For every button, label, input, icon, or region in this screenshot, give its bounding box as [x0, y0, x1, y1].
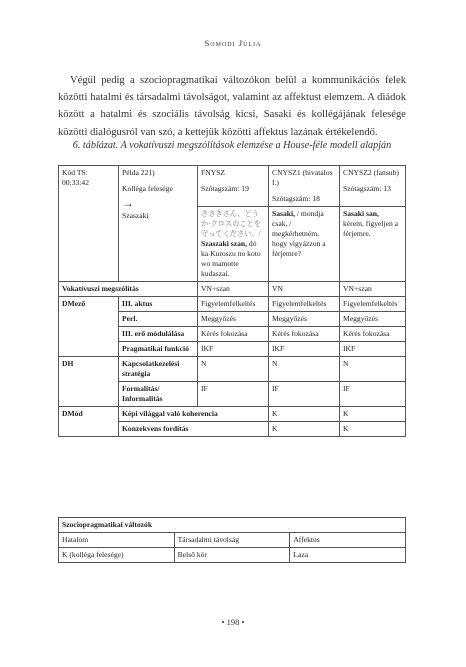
- table-header-row: [59, 533, 406, 548]
- fnysz-syllable-count: Szótagszám: 19: [201, 184, 249, 193]
- speaker-label: Kolléga felesége: [122, 184, 173, 193]
- cnysz1-syllable-count: Szótagszám: 18: [272, 194, 320, 203]
- row-label: Formalitás/ Informalitás: [119, 382, 198, 407]
- cell-cnysz1: VN: [269, 282, 340, 297]
- group-label-dh: DH: [59, 357, 119, 407]
- sociopragmatic-title: Szociopragmatikai változók: [59, 518, 406, 533]
- table-row: [59, 282, 406, 297]
- cnysz2-syllable-count: Szótagszám: 13: [343, 184, 391, 193]
- header-social-distance: Társadalmi távolság: [174, 533, 290, 548]
- row-label: III. aktus: [119, 297, 198, 312]
- paragraph-text: Végül pedig a szociopragmatikai változókon belül a kommunikációs felek közötti hatalmi és társadalmi távolságot, valamint az affektust elemzem. A diádok között a hatalmi és szociális távolság kicsi, Sasaki és kollégájának felesége közötti dialógusról van szó, a kettejük közötti affektus lazának értékelendő.: [58, 75, 406, 138]
- value-power: K (kolléga felesége): [59, 548, 175, 563]
- cell-fnysz: N: [198, 357, 269, 382]
- fnysz-text-cell: [198, 207, 269, 282]
- cell-cnysz2: VN+szan: [340, 282, 406, 297]
- page-number: • 198 •: [221, 617, 245, 627]
- cell-cnysz1: Kérés fokozása: [269, 327, 340, 342]
- cnysz2-text-cell: [340, 207, 406, 282]
- fnysz-japanese: ささきさん、どうか·クロスのことを守ってください。/: [201, 210, 261, 238]
- fnysz-rest: dó ka Kuroszu no koto wo mamotte kudaszai.: [201, 239, 261, 278]
- cell-cnysz2: Meggyőzés: [340, 312, 406, 327]
- row-label: Konzekvens fordítás: [119, 422, 269, 437]
- row-label: Pragmatikai funkció: [119, 342, 198, 357]
- cnysz1-vocative: Sasaki,: [272, 209, 296, 218]
- value-social-distance: Belső kör: [174, 548, 290, 563]
- cnysz1-text-cell: [269, 207, 340, 282]
- sociopragmatic-table: [58, 517, 406, 563]
- body-paragraph: [58, 72, 406, 141]
- running-header: Somodi Júlia: [204, 38, 262, 48]
- cell-cnysz2: IF: [340, 382, 406, 407]
- group-label-dmezo: DMező: [59, 297, 119, 357]
- row-label: Kapcsolatkezelési stratégia: [119, 357, 198, 382]
- fnysz-vocative: Szaszaki szan,: [201, 239, 247, 248]
- addressee-label: Szaszaki: [122, 211, 149, 220]
- cell-cnysz2: K: [340, 407, 406, 422]
- arrow-icon: →: [122, 196, 134, 210]
- row-label: Képi világgal való koherencia: [119, 407, 269, 422]
- cnysz2-vocative: Sasaki san,: [343, 209, 379, 218]
- table-row: [59, 297, 406, 312]
- table-caption: 6. táblázat. A vokatívuszi megszólítások elemzése a House-féle modell alapján: [72, 140, 392, 151]
- cnysz2-rest: kérem, figyeljen a férjemre.: [343, 219, 399, 238]
- cell-cnysz1: N: [269, 357, 340, 382]
- cell-cnysz1: Meggyőzés: [269, 312, 340, 327]
- vocative-analysis-table: [58, 165, 406, 437]
- table-row: [59, 407, 406, 422]
- table-header-row: [59, 166, 406, 207]
- cell-cnysz2: Kérés fokozása: [340, 327, 406, 342]
- example-cell: [119, 166, 198, 282]
- cell-fnysz: Meggyőzés: [198, 312, 269, 327]
- cell-fnysz: VN+szan: [198, 282, 269, 297]
- table-row: [59, 548, 406, 563]
- table-row: [59, 357, 406, 382]
- row-label: Perl.: [119, 312, 198, 327]
- cell-cnysz2: K: [340, 422, 406, 437]
- cell-fnysz: Kérés fokozása: [198, 327, 269, 342]
- cell-cnysz2: Figyelemfelkeltés: [340, 297, 406, 312]
- cnysz2-header-cell: [340, 166, 406, 207]
- cell-fnysz: IF: [198, 382, 269, 407]
- example-label: Példa 221): [122, 168, 155, 177]
- cell-cnysz1: K: [269, 407, 340, 422]
- cell-cnysz2: IKF: [340, 342, 406, 357]
- header-affect: Affektus: [290, 533, 406, 548]
- table-title-row: [59, 518, 406, 533]
- group-label-dmod: DMód: [59, 407, 119, 437]
- cell-cnysz2: N: [340, 357, 406, 382]
- cnysz2-label: CNYSZ2 (fansub): [343, 168, 399, 177]
- cell-cnysz1: Figyelemfelkeltés: [269, 297, 340, 312]
- cell-cnysz1: IKF: [269, 342, 340, 357]
- cnysz1-header-cell: [269, 166, 340, 207]
- cnysz1-label: CNYSZ1 (hivatalos f.): [272, 168, 333, 187]
- cnysz1-rest: / mondja csak, / megkérhetném, hogy vigyázzon a férjemre?: [272, 209, 326, 258]
- cell-fnysz: IKF: [198, 342, 269, 357]
- row-label: Vokatívuszi megszólítás: [59, 282, 198, 297]
- cell-cnysz1: K: [269, 422, 340, 437]
- timecode-cell: [59, 166, 119, 282]
- fnysz-label: FNYSZ: [201, 168, 226, 177]
- cell-fnysz: Figyelemfelkeltés: [198, 297, 269, 312]
- row-label: III. erő módulálása: [119, 327, 198, 342]
- header-power: Hatalom: [59, 533, 175, 548]
- fnysz-header-cell: [198, 166, 269, 207]
- cell-cnysz1: IF: [269, 382, 340, 407]
- timecode-text: Kód TS: 00:33:42: [62, 168, 90, 187]
- value-affect: Laza: [290, 548, 406, 563]
